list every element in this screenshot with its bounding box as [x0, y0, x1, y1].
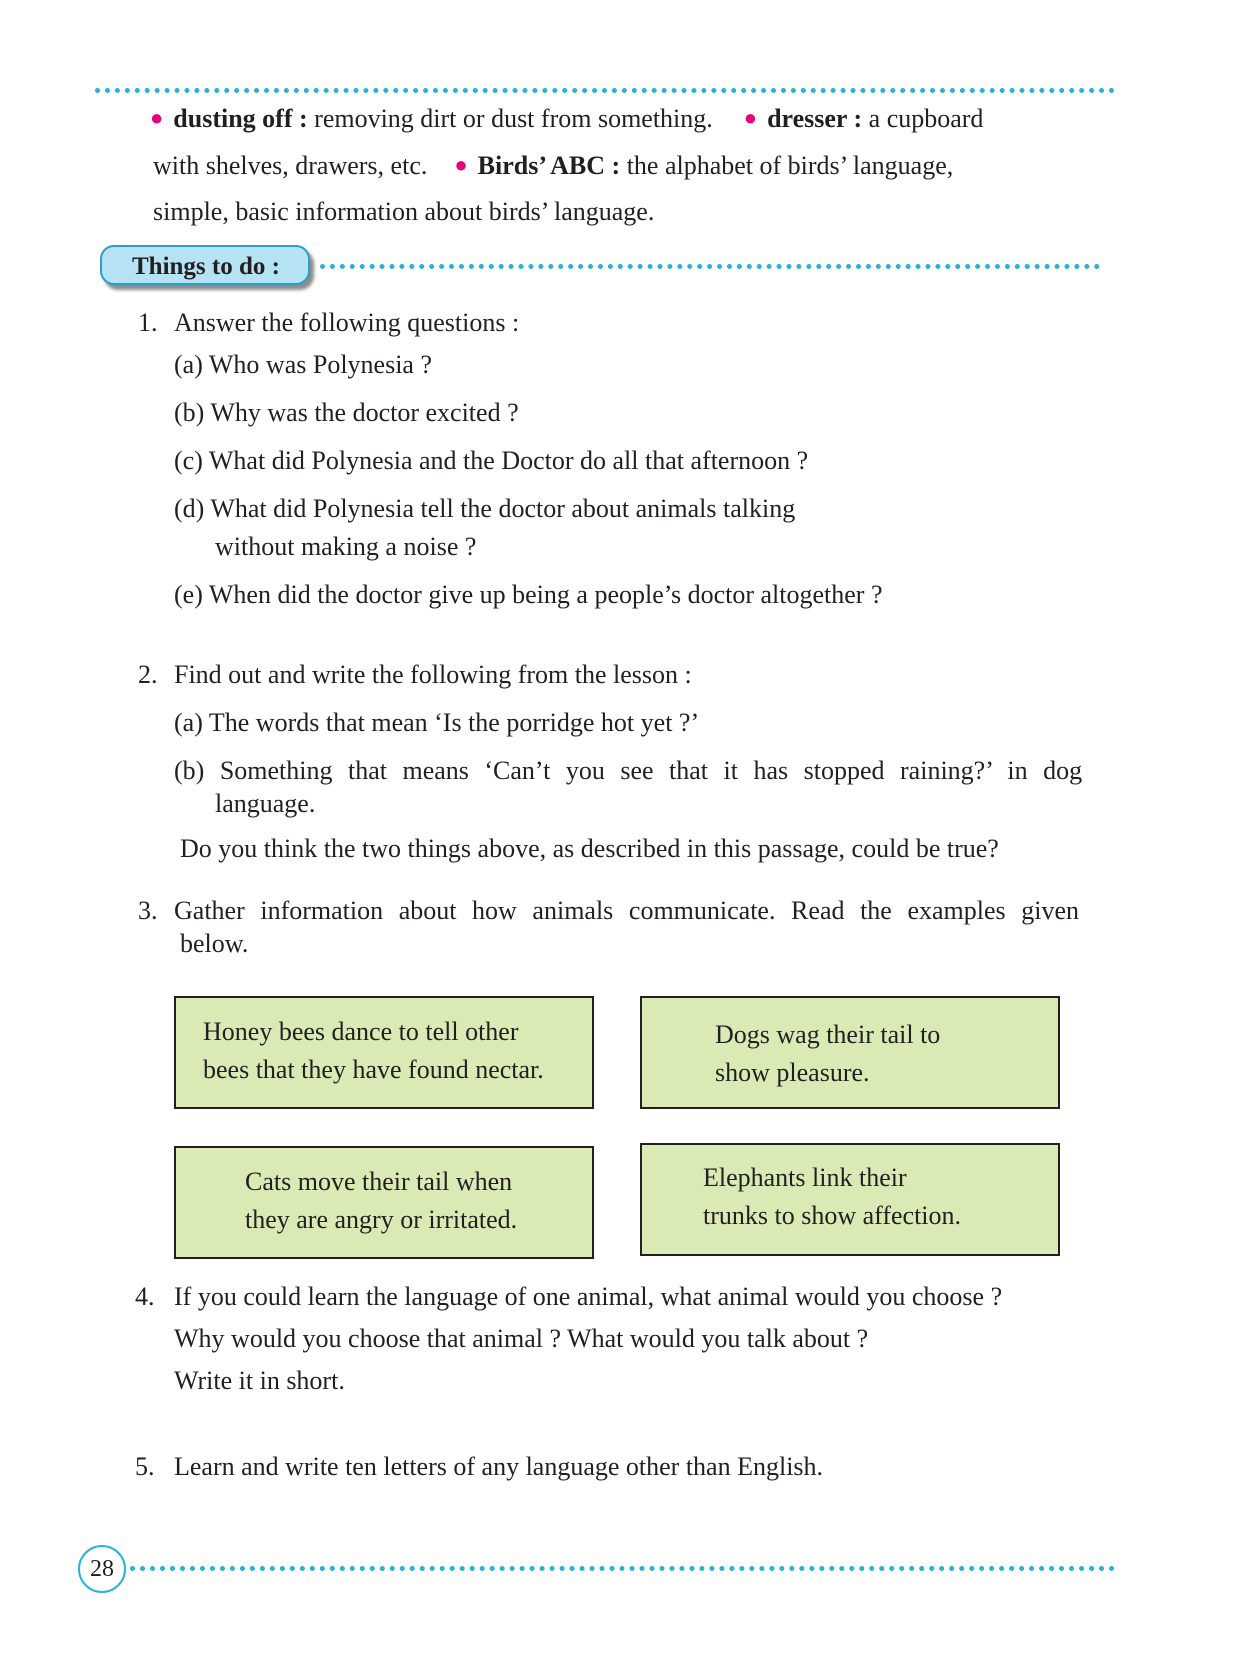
box-text: Elephants link their [703, 1163, 907, 1192]
sub-question: (d) What did Polynesia tell the doctor about animals talking [174, 494, 796, 523]
question-prompt: Find out and write the following from the lesson : [174, 660, 692, 689]
glossary-term: dusting off : [173, 104, 308, 133]
question-prompt: Gather information about how animals communicate. Read the examples given [174, 896, 1079, 925]
glossary-line-3: simple, basic information about birds’ language. [153, 197, 655, 226]
question-number: 3. [138, 896, 158, 925]
question-prompt: Learn and write ten letters of any language other than English. [174, 1452, 824, 1481]
footer-dotted-rule [130, 1566, 1115, 1571]
example-box-cats [174, 1146, 594, 1259]
sub-question-continuation: language. [215, 789, 316, 818]
question-prompt-continuation: Write it in short. [174, 1366, 345, 1395]
box-text: bees that they have found nectar. [203, 1055, 544, 1084]
bullet-icon: ● [150, 105, 164, 130]
sub-question: (b) Why was the doctor excited ? [174, 398, 519, 427]
top-dotted-rule [95, 88, 1115, 93]
box-text: Cats move their tail when [245, 1167, 513, 1196]
question-number: 1. [138, 308, 158, 337]
page-number: 28 [78, 1545, 126, 1593]
bullet-icon: ● [454, 152, 468, 177]
sub-question: (b) Something that means ‘Can’t you see that it has stopped raining?’ in dog [174, 756, 1083, 785]
example-box-elephants [640, 1143, 1060, 1256]
question-prompt: Answer the following questions : [174, 308, 520, 337]
question-prompt-continuation: Why would you choose that animal ? What would you talk about ? [174, 1324, 869, 1353]
box-text: they are angry or irritated. [245, 1205, 518, 1234]
box-text: trunks to show affection. [703, 1201, 962, 1230]
glossary-definition: removing dirt or dust from something. [314, 104, 713, 133]
question-number: 4. [135, 1282, 155, 1311]
question-number: 2. [138, 660, 158, 689]
question-number: 5. [135, 1452, 155, 1481]
example-box-bees [174, 996, 594, 1109]
box-text: show pleasure. [715, 1058, 870, 1087]
glossary-line-1 [150, 104, 983, 134]
glossary-definition: the alphabet of birds’ language, [626, 151, 954, 180]
example-box-dogs [640, 996, 1060, 1109]
sub-question-continuation: without making a noise ? [215, 532, 477, 561]
things-to-do-label: Things to do : [100, 245, 310, 285]
question-prompt-continuation: below. [180, 929, 249, 958]
section-dotted-rule [320, 264, 1100, 269]
bullet-icon: ● [743, 105, 758, 130]
sub-question: (e) When did the doctor give up being a people’s doctor altogether ? [174, 580, 883, 609]
glossary-definition: with shelves, drawers, etc. [153, 151, 428, 180]
glossary-definition: a cupboard [868, 104, 984, 133]
sub-question: (a) Who was Polynesia ? [174, 350, 433, 379]
question-followup: Do you think the two things above, as described in this passage, could be true? [180, 834, 999, 863]
question-prompt: If you could learn the language of one animal, what animal would you choose ? [174, 1282, 1003, 1311]
glossary-term: dresser : [767, 104, 863, 133]
glossary-term: Birds’ ABC : [477, 151, 621, 180]
box-text: Dogs wag their tail to [715, 1020, 941, 1049]
sub-question: (c) What did Polynesia and the Doctor do all that afternoon ? [174, 446, 809, 475]
box-text: Honey bees dance to tell other [203, 1017, 519, 1046]
glossary-line-2 [153, 151, 953, 181]
sub-question: (a) The words that mean ‘Is the porridge hot yet ?’ [174, 708, 700, 737]
